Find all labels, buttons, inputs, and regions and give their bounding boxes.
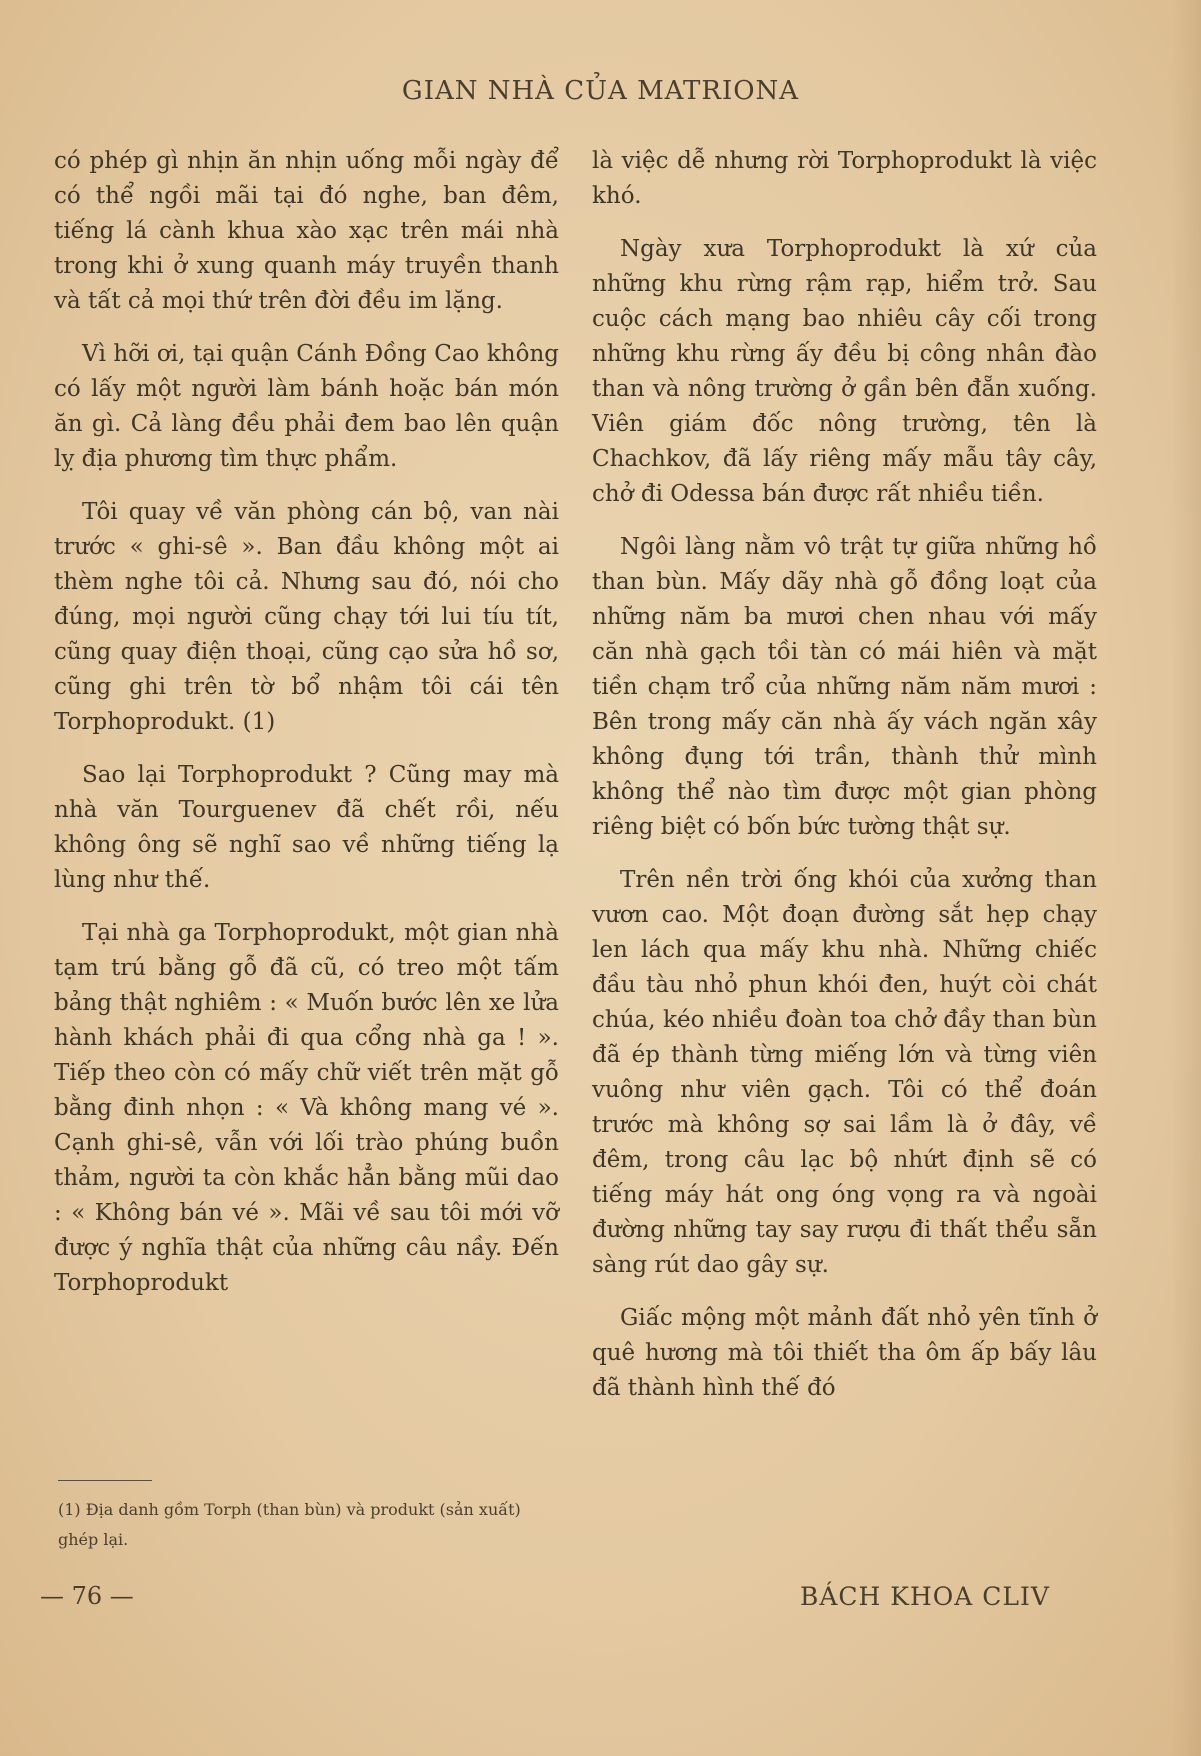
page-edge-shadow	[1171, 0, 1201, 1756]
left-paragraph-3: Tôi quay về văn phòng cán bộ, van nài trước « ghi-sê ». Ban đầu không một ai thèm nghe tôi cả. Nhưng sau đó, nói cho đúng, mọi người cũng chạy tới lui tíu tít, cũng quay điện thoại, cũng cạo sửa hồ sơ, cũng ghi trên tờ bổ nhậm tôi cái tên Torphoprodukt. (1)	[54, 499, 559, 735]
left-paragraph-4: Sao lại Torphoprodukt ? Cũng may mà nhà văn Tourguenev đã chết rồi, nếu không ông sẽ nghĩ sao về những tiếng lạ lùng như thế.	[54, 762, 559, 893]
footnote: (1) Địa danh gồm Torph (than bùn) và produkt (sản xuất) ghép lại.	[58, 1500, 521, 1549]
page-number: — 76 —	[40, 1582, 134, 1610]
left-paragraph-2: Vì hỡi ơi, tại quận Cánh Đồng Cao không có lấy một người làm bánh hoặc bán món ăn gì. Cả làng đều phải đem bao lên quận lỵ địa phương tìm thực phẩm.	[54, 341, 559, 472]
left-column	[54, 144, 559, 1319]
right-paragraph-5: Giấc mộng một mảnh đất nhỏ yên tĩnh ở quê hương mà tôi thiết tha ôm ấp bấy lâu đã thành hình thế đó	[592, 1305, 1097, 1401]
running-header: GIAN NHÀ CỦA MATRIONA	[401, 76, 800, 106]
footnote-divider	[58, 1480, 152, 1481]
right-column	[592, 144, 1097, 1424]
publication-footer: BÁCH KHOA CLIV	[800, 1582, 1050, 1611]
left-paragraph-5: Tại nhà ga Torphoprodukt, một gian nhà tạm trú bằng gỗ đã cũ, có treo một tấm bảng thật nghiêm : « Muốn bước lên xe lửa hành khách phải đi qua cổng nhà ga ! ». Tiếp theo còn có mấy chữ viết trên mặt gỗ bằng đinh nhọn : « Và không mang vé ». Cạnh ghi-sê, vẫn với lối trào phúng buồn thảm, người ta còn khắc hẳn bằng mũi dao : « Không bán vé ». Mãi về sau tôi mới vỡ được ý nghĩa thật của những câu nầy. Đến Torphoprodukt	[54, 920, 559, 1296]
left-paragraph-1: có phép gì nhịn ăn nhịn uống mỗi ngày để có thể ngồi mãi tại đó nghe, ban đêm, tiếng lá cành khua xào xạc trên mái nhà trong khi ở xung quanh máy truyền thanh và tất cả mọi thứ trên đời đều im lặng.	[54, 148, 559, 314]
right-paragraph-1: là việc dễ nhưng rời Torphoprodukt là việc khó.	[592, 148, 1097, 209]
right-paragraph-3: Ngôi làng nằm vô trật tự giữa những hồ than bùn. Mấy dãy nhà gỗ đồng loạt của những năm ba mươi chen nhau với mấy căn nhà gạch tồi tàn có mái hiên và mặt tiền chạm trổ của những năm năm mươi : Bên trong mấy căn nhà ấy vách ngăn xây không đụng tới trần, thành thử mình không thể nào tìm được một gian phòng riêng biệt có bốn bức tường thật sự.	[592, 534, 1097, 840]
right-paragraph-2: Ngày xưa Torphoprodukt là xứ của những khu rừng rậm rạp, hiểm trở. Sau cuộc cách mạng bao nhiêu cây cối trong những khu rừng ấy đều bị công nhân đào than và nông trường ở gần bên đẵn xuống. Viên giám đốc nông trường, tên là Chachkov, đã lấy riêng mấy mẫu tây cây, chở đi Odessa bán được rất nhiều tiền.	[592, 236, 1097, 507]
right-paragraph-4: Trên nền trời ống khói của xưởng than vươn cao. Một đoạn đường sắt hẹp chạy len lách qua mấy khu nhà. Những chiếc đầu tàu nhỏ phun khói đen, huýt còi chát chúa, kéo nhiều đoàn toa chở đầy than bùn đã ép thành từng miếng lớn và từng viên vuông như viên gạch. Tôi có thể đoán trước mà không sợ sai lầm là ở đây, về đêm, trong câu lạc bộ nhứt định sẽ có tiếng máy hát ong óng vọng ra và ngoài đường những tay say rượu đi thất thểu sẵn sàng rút dao gây sự.	[592, 867, 1097, 1278]
